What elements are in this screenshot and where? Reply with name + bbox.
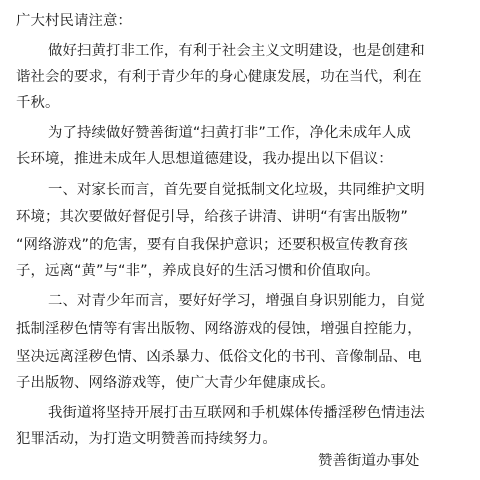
paragraph-line: 犯罪活动，为打造文明赞善而持续努力。 [16,431,277,447]
paragraph-line: 坚决远离淫秽色情、凶杀暴力、低俗文化的书刊、音像制品、电 [16,349,422,365]
paragraph-line: 一、对家长而言，首先要自觉抵制文化垃圾，共同维护文明 [48,182,425,198]
paragraph-line: 子，远离“黄”与“非”，养成良好的生活习惯和价值取向。 [16,263,380,279]
paragraph-line: 谐社会的要求，有利于青少年的身心健康发展，功在当代，利在 [16,69,422,85]
salutation: 广大村民请注意： [16,13,132,29]
paragraph-line: “网络游戏”的危害，要有自我保护意识；还要积极宣传教育孩 [16,237,408,253]
paragraph-line: 二、对青少年而言，要好好学习，增强自身识别能力，自觉 [48,293,425,309]
signature: 赞善街道办事处 [318,453,420,469]
paragraph-line: 长环境，推进未成年人思想道德建设，我办提出以下倡议： [16,151,393,167]
paragraph-line: 做好扫黄打非工作，有利于社会主义文明建设，也是创建和 [48,43,425,59]
paragraph-line: 为了持续做好赞善街道“扫黄打非”工作，净化未成年人成 [48,125,411,141]
paragraph-line: 环境；其次要做好督促引导，给孩子讲清、讲明“有害出版物” [16,209,408,225]
paragraph-line: 千秋。 [16,95,60,111]
paragraph-line: 子出版物、网络游戏等，使广大青少年健康成长。 [16,375,335,391]
paragraph-line: 抵制淫秽色情等有害出版物、网络游戏的侵蚀，增强自控能力， [16,321,422,337]
paragraph-line: 我街道将坚持开展打击互联网和手机媒体传播淫秽色情违法 [48,405,425,421]
